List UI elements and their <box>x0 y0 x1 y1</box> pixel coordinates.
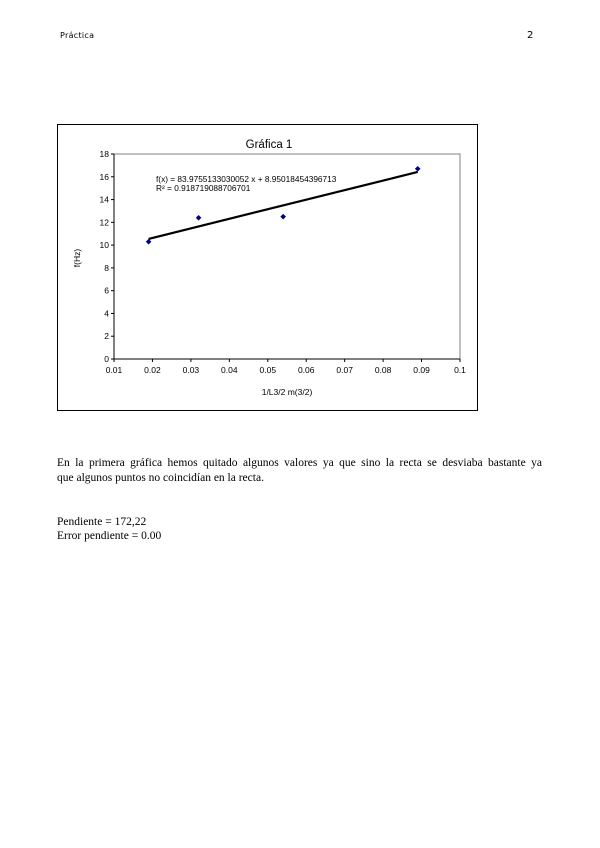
x-axis <box>106 359 466 375</box>
x-tick-label: 0.1 <box>454 365 466 375</box>
data-point <box>196 215 202 221</box>
paragraph-line-1: En la primera gráfica hemos quitado algunos valores ya que sino la recta se desviaba bastante ya <box>57 457 542 469</box>
r-squared-label: R² = 0.918719088706701 <box>156 183 251 193</box>
y-tick-label: 2 <box>104 331 109 342</box>
y-tick-label: 12 <box>99 217 109 228</box>
x-axis-label: 1/L3/2 m(3/2) <box>261 387 313 397</box>
y-axis-label: f(Hz) <box>72 248 82 268</box>
body-paragraph <box>57 456 542 486</box>
x-tick-label: 0.02 <box>144 365 161 375</box>
y-tick-label: 6 <box>104 285 109 296</box>
data-point <box>146 239 152 245</box>
y-tick-label: 18 <box>99 149 109 159</box>
slope-value: Pendiente = 172,22 <box>57 516 147 528</box>
y-tick-label: 0 <box>104 354 109 364</box>
y-tick-label: 10 <box>99 240 109 251</box>
data-point <box>280 214 286 220</box>
x-tick-label: 0.07 <box>336 365 353 375</box>
x-tick-label: 0.06 <box>297 365 315 375</box>
slope-error-value: Error pendiente = 0.00 <box>57 530 162 542</box>
x-tick-label: 0.05 <box>259 365 277 375</box>
chart-svg <box>58 125 479 412</box>
x-tick-label: 0.04 <box>221 365 238 375</box>
chart-title: Gráfica 1 <box>245 139 293 151</box>
data-point <box>415 166 421 172</box>
y-tick-label: 14 <box>99 194 109 205</box>
trendline-equation: f(x) = 83.9755133030052 x + 8.95018454396713 <box>156 174 337 184</box>
x-tick-label: 0.01 <box>105 365 123 375</box>
page-number: 2 <box>527 30 534 41</box>
header-title: Práctica <box>60 31 95 40</box>
paragraph-line-2: que algunos puntos no coincidían en la recta. <box>57 472 264 484</box>
chart-frame <box>57 124 478 411</box>
y-axis <box>100 149 114 364</box>
x-tick-label: 0.03 <box>182 365 200 375</box>
x-tick-label: 0.09 <box>413 365 430 375</box>
y-tick-label: 8 <box>104 262 109 273</box>
y-tick-label: 4 <box>104 308 109 319</box>
y-tick-label: 16 <box>99 171 109 182</box>
x-tick-label: 0.08 <box>374 365 392 375</box>
